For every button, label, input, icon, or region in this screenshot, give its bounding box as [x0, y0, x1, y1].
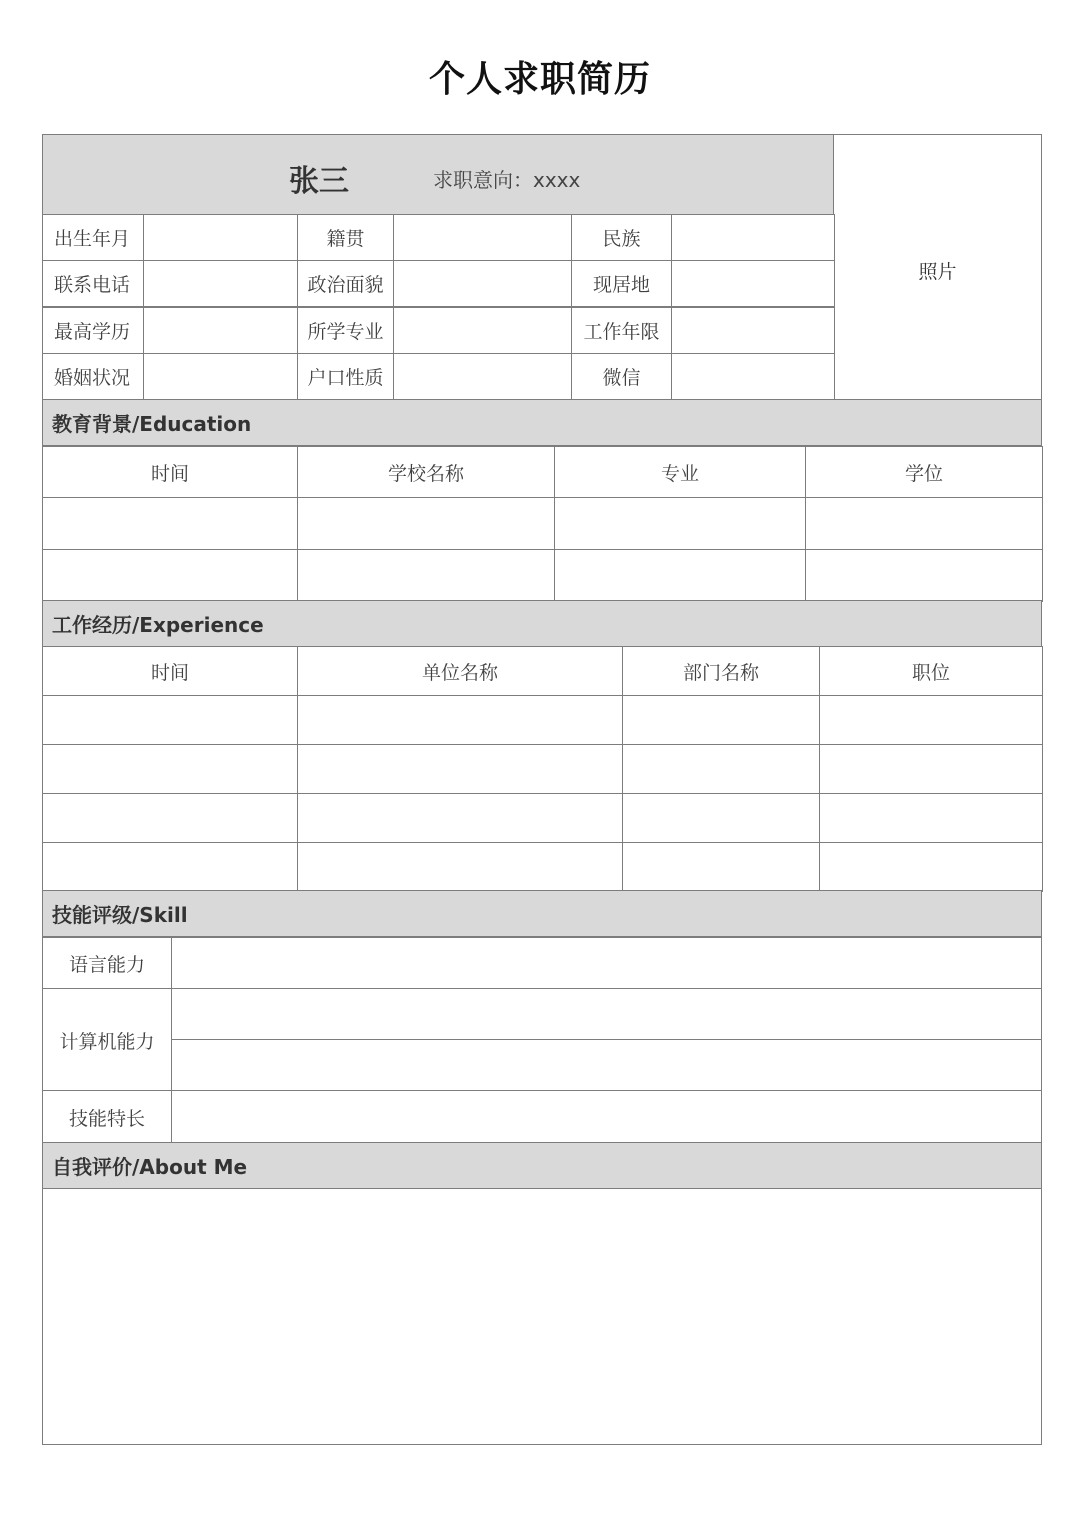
experience-cell[interactable] — [622, 695, 820, 745]
experience-cell[interactable] — [819, 744, 1043, 794]
experience-column-header: 单位名称 — [297, 646, 623, 696]
education-column-header: 时间 — [42, 446, 298, 498]
skill-value-field[interactable] — [171, 1090, 1042, 1144]
experience-cell[interactable] — [42, 695, 298, 745]
info-value-field[interactable] — [671, 214, 835, 261]
info-value-field[interactable] — [393, 307, 572, 354]
info-value-field[interactable] — [671, 353, 835, 400]
education-cell[interactable] — [554, 497, 806, 550]
info-value-field[interactable] — [671, 260, 835, 307]
info-label: 籍贯 — [297, 214, 394, 261]
experience-column-header: 时间 — [42, 646, 298, 696]
education-column-header: 专业 — [554, 446, 806, 498]
skill-value-field[interactable] — [171, 988, 1042, 1041]
info-label: 户口性质 — [297, 353, 394, 400]
skills-heading: 技能评级/Skill — [42, 890, 1042, 937]
info-label: 最高学历 — [42, 307, 144, 354]
experience-cell[interactable] — [297, 793, 623, 843]
applicant-name: 张三 — [289, 164, 349, 199]
experience-cell[interactable] — [622, 842, 820, 892]
experience-cell[interactable] — [297, 744, 623, 794]
about-me-field[interactable] — [42, 1188, 1042, 1445]
job-intent — [433, 164, 580, 193]
experience-cell[interactable] — [622, 793, 820, 843]
experience-cell[interactable] — [819, 793, 1043, 843]
skill-label: 语言能力 — [42, 937, 172, 990]
education-column-header: 学校名称 — [297, 446, 555, 498]
experience-cell[interactable] — [819, 842, 1043, 892]
info-value-field[interactable] — [393, 353, 572, 400]
info-value-field[interactable] — [143, 353, 298, 400]
experience-cell[interactable] — [622, 744, 820, 794]
skill-value-field[interactable] — [171, 1039, 1042, 1092]
skill-value-field[interactable] — [171, 937, 1042, 990]
page-title: 个人求职简历 — [428, 59, 651, 100]
info-label: 工作年限 — [571, 307, 672, 354]
info-value-field[interactable] — [393, 214, 572, 261]
education-cell[interactable] — [42, 549, 298, 602]
experience-cell[interactable] — [819, 695, 1043, 745]
info-value-field[interactable] — [393, 260, 572, 307]
education-cell[interactable] — [297, 549, 555, 602]
experience-cell[interactable] — [297, 842, 623, 892]
info-label: 民族 — [571, 214, 672, 261]
experience-column-header: 部门名称 — [622, 646, 820, 696]
photo-label: 照片 — [918, 261, 957, 283]
education-cell[interactable] — [805, 497, 1043, 550]
skill-label: 技能特长 — [42, 1090, 172, 1144]
info-label: 联系电话 — [42, 260, 144, 307]
info-label: 婚姻状况 — [42, 353, 144, 400]
education-cell[interactable] — [42, 497, 298, 550]
education-heading: 教育背景/Education — [42, 399, 1042, 446]
info-value-field[interactable] — [143, 307, 298, 354]
info-value-field[interactable] — [143, 214, 298, 261]
about-heading: 自我评价/About Me — [42, 1142, 1042, 1189]
info-value-field[interactable] — [143, 260, 298, 307]
job-intent-value: xxxx — [533, 168, 581, 192]
info-value-field[interactable] — [671, 307, 835, 354]
info-label: 政治面貌 — [297, 260, 394, 307]
education-column-header: 学位 — [805, 446, 1043, 498]
skill-label: 计算机能力 — [42, 988, 172, 1092]
info-label: 现居地 — [571, 260, 672, 307]
info-label: 出生年月 — [42, 214, 144, 261]
experience-cell[interactable] — [297, 695, 623, 745]
experience-column-header: 职位 — [819, 646, 1043, 696]
job-intent-label: 求职意向： — [433, 168, 533, 192]
experience-cell[interactable] — [42, 793, 298, 843]
info-label: 微信 — [571, 353, 672, 400]
experience-cell[interactable] — [42, 842, 298, 892]
education-cell[interactable] — [805, 549, 1043, 602]
experience-cell[interactable] — [42, 744, 298, 794]
education-cell[interactable] — [554, 549, 806, 602]
info-label: 所学专业 — [297, 307, 394, 354]
experience-heading: 工作经历/Experience — [42, 600, 1042, 647]
education-cell[interactable] — [297, 497, 555, 550]
photo-box[interactable] — [833, 134, 1042, 400]
